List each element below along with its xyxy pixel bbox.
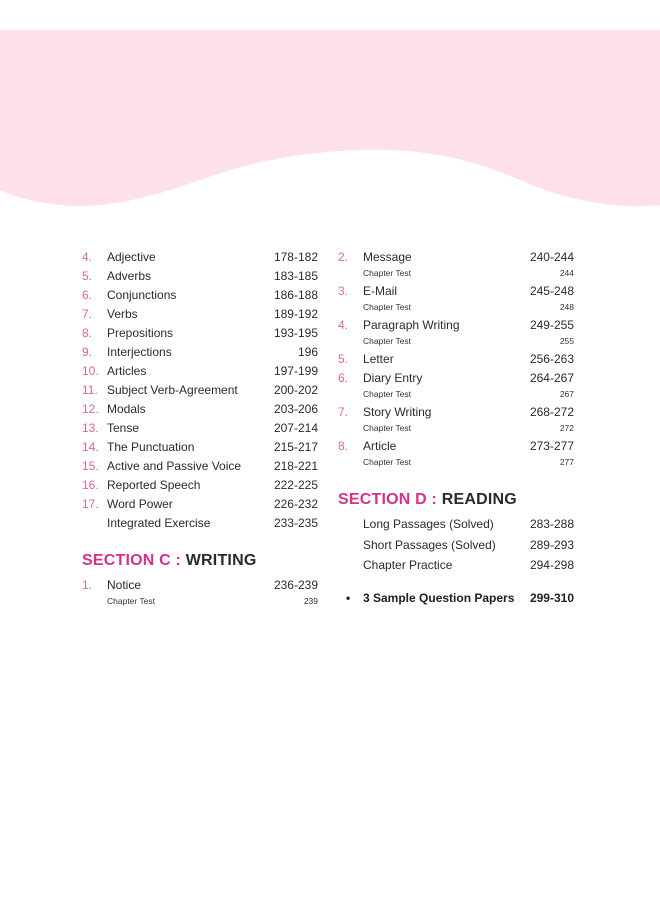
item-pages: 193-195	[273, 326, 318, 340]
item-title: Diary Entry	[363, 371, 423, 385]
item-title: Articles	[107, 364, 147, 378]
item-title: Story Writing	[363, 405, 432, 419]
toc-item[interactable]	[82, 495, 318, 514]
item-number: 17.	[82, 497, 99, 511]
item-number: 6.	[82, 288, 93, 302]
toc-item[interactable]	[82, 324, 318, 343]
toc-item[interactable]	[82, 381, 318, 400]
toc-item[interactable]	[82, 267, 318, 286]
item-title: Subject Verb-Agreement	[107, 383, 238, 397]
toc-item[interactable]	[82, 343, 318, 362]
item-title: Prepositions	[107, 326, 174, 340]
item-number: 5.	[338, 352, 349, 366]
chapter-test-row[interactable]	[338, 456, 574, 471]
toc-item[interactable]	[338, 350, 574, 369]
item-pages: 186-188	[273, 288, 318, 302]
item-title: Short Passages (Solved)	[363, 537, 496, 552]
item-number: 14.	[82, 440, 99, 454]
toc-item[interactable]	[82, 438, 318, 457]
sample-papers-row[interactable]	[338, 588, 574, 608]
chapter-test-row[interactable]	[338, 388, 574, 403]
item-number: 13.	[82, 421, 99, 435]
item-pages: 178-182	[273, 250, 318, 264]
item-number: 11.	[82, 383, 98, 397]
chapter-test-row[interactable]	[338, 267, 574, 282]
wave-shape	[0, 30, 660, 206]
item-number: 9.	[82, 345, 93, 359]
header-wave	[0, 0, 660, 215]
left-column	[82, 248, 318, 610]
toc-item[interactable]	[338, 282, 574, 301]
toc-item[interactable]	[338, 316, 574, 335]
item-pages: 200-202	[273, 383, 318, 397]
item-title: Reported Speech	[107, 478, 201, 492]
toc-item[interactable]	[338, 555, 574, 576]
item-pages: 189-192	[273, 307, 318, 321]
toc-item[interactable]	[82, 419, 318, 438]
item-number: 8.	[338, 439, 349, 453]
chapter-test-row[interactable]	[82, 595, 318, 610]
toc-item[interactable]	[82, 514, 318, 533]
item-title: Message	[363, 250, 412, 264]
bullet-icon: •	[346, 590, 351, 605]
item-pages: 215-217	[273, 440, 318, 454]
item-title: Active and Passive Voice	[107, 459, 242, 473]
chapter-test-page: 277	[559, 457, 574, 467]
item-pages: 197-199	[273, 364, 318, 378]
toc-item[interactable]	[338, 369, 574, 388]
item-number: 4.	[82, 250, 93, 264]
toc-item[interactable]	[82, 362, 318, 381]
chapter-test-row[interactable]	[338, 335, 574, 350]
item-pages: 233-235	[273, 516, 318, 530]
item-title: Tense	[107, 421, 140, 435]
item-title: Paragraph Writing	[363, 318, 460, 332]
item-title: Article	[363, 439, 397, 453]
item-title: Conjunctions	[107, 288, 177, 302]
item-pages: 273-277	[529, 439, 574, 453]
item-pages: 283-288	[529, 517, 574, 531]
item-number: 16.	[82, 478, 99, 492]
item-title: Chapter Practice	[363, 558, 453, 572]
left-toc-list	[82, 248, 318, 533]
chapter-test-page: 244	[559, 268, 574, 278]
item-pages: 203-206	[273, 402, 318, 416]
toc-item[interactable]	[82, 286, 318, 305]
section-d-heading	[338, 488, 574, 512]
toc-item[interactable]	[82, 476, 318, 495]
item-number: 7.	[338, 405, 349, 419]
item-pages: 196	[297, 345, 318, 359]
chapter-test-row[interactable]	[338, 422, 574, 437]
item-number: 1.	[82, 578, 93, 592]
item-title: Notice	[107, 578, 142, 592]
item-number: 7.	[82, 307, 93, 321]
toc-item[interactable]	[82, 248, 318, 267]
chapter-test-label: Chapter Test	[363, 457, 412, 467]
item-pages: 268-272	[529, 405, 574, 419]
item-pages: 240-244	[529, 250, 574, 264]
toc-item[interactable]	[82, 457, 318, 476]
section-c-name: WRITING	[185, 552, 257, 569]
item-title: Adjective	[107, 250, 156, 264]
toc-item[interactable]	[82, 576, 318, 595]
item-number: 5.	[82, 269, 93, 283]
chapter-test-page: 255	[559, 336, 574, 346]
chapter-test-label: Chapter Test	[363, 336, 412, 346]
item-number: 4.	[338, 318, 349, 332]
item-pages: 294-298	[529, 558, 574, 572]
item-title: 3 Sample Question Papers	[363, 590, 515, 605]
section-c-prefix: SECTION C :	[82, 552, 186, 569]
chapter-test-label: Chapter Test	[363, 302, 412, 312]
chapter-test-row[interactable]	[338, 301, 574, 316]
chapter-test-label: Chapter Test	[363, 389, 412, 399]
item-title: Verbs	[107, 307, 138, 321]
item-title: The Punctuation	[107, 440, 195, 454]
item-number: 12.	[82, 402, 99, 416]
item-pages: 245-248	[529, 284, 574, 298]
chapter-test-page: 239	[303, 596, 318, 606]
item-title: Adverbs	[107, 269, 152, 283]
toc-item[interactable]	[82, 305, 318, 324]
section-d-prefix: SECTION D :	[338, 491, 442, 508]
toc-item[interactable]	[338, 514, 574, 535]
toc-item[interactable]	[338, 535, 574, 556]
item-pages: 249-255	[529, 318, 574, 332]
chapter-test-label: Chapter Test	[363, 268, 412, 278]
item-pages: 299-310	[529, 590, 574, 605]
chapter-test-label: Chapter Test	[107, 596, 156, 606]
item-number: 2.	[338, 250, 349, 264]
toc-item[interactable]	[338, 403, 574, 422]
section-c-heading	[82, 549, 318, 573]
item-title: E-Mail	[363, 284, 398, 298]
item-pages: 264-267	[529, 371, 574, 385]
section-d-name: READING	[441, 491, 517, 508]
chapter-test-page: 272	[559, 423, 574, 433]
toc-item[interactable]	[338, 437, 574, 456]
chapter-test-label: Chapter Test	[363, 423, 412, 433]
item-pages: 226-232	[273, 497, 318, 511]
item-title: Modals	[107, 402, 146, 416]
item-number: 10.	[82, 364, 99, 378]
item-pages: 183-185	[273, 269, 318, 283]
item-pages: 218-221	[273, 459, 318, 473]
item-pages: 222-225	[273, 478, 318, 492]
item-number: 15.	[82, 459, 99, 473]
right-column	[338, 248, 574, 608]
item-number: 3.	[338, 284, 349, 298]
item-title: Word Power	[107, 497, 173, 511]
item-number: 8.	[82, 326, 93, 340]
item-title: Integrated Exercise	[107, 516, 211, 530]
item-title: Letter	[363, 352, 394, 366]
item-pages: 207-214	[273, 421, 318, 435]
item-pages: 256-263	[529, 352, 574, 366]
toc-item[interactable]	[338, 248, 574, 267]
item-title: Long Passages (Solved)	[363, 517, 494, 531]
chapter-test-page: 267	[559, 389, 574, 399]
item-number: 6.	[338, 371, 349, 385]
chapter-test-page: 248	[559, 302, 574, 312]
item-pages: 289-293	[529, 537, 574, 552]
item-pages: 236-239	[273, 578, 318, 592]
item-title: Interjections	[107, 345, 172, 359]
toc-item[interactable]	[82, 400, 318, 419]
